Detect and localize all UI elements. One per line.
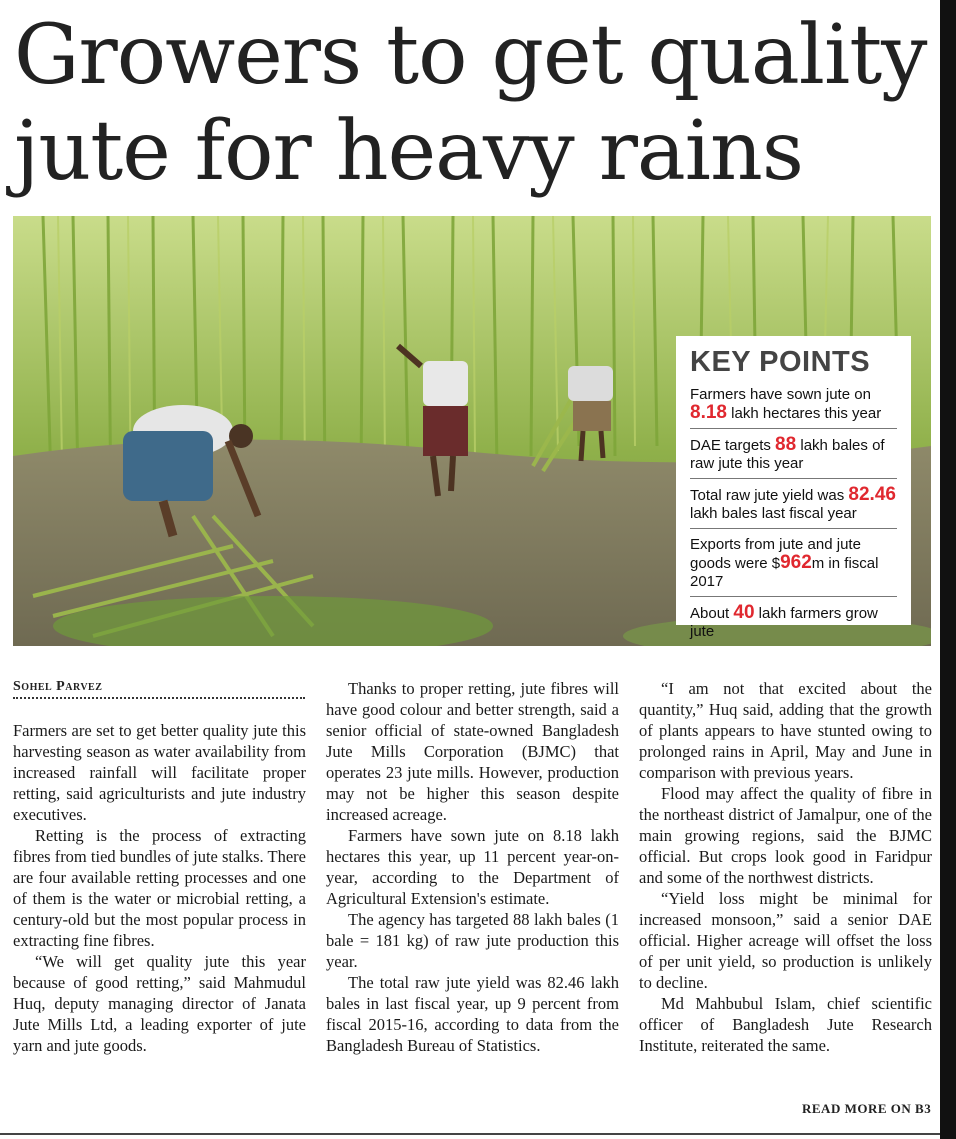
article-paragraph: The agency has targeted 88 lakh bales (1 bale = 181 kg) of raw jute production this year. [326, 910, 619, 971]
key-point-figure: 8.18 [690, 402, 727, 423]
key-point-item: Farmers have sown jute on 8.18 lakh hectares this year [690, 379, 897, 429]
read-more-link[interactable]: READ MORE ON B3 [802, 1101, 932, 1116]
article-column-2 [326, 678, 619, 1056]
article-paragraph: Farmers are set to get better quality jute this harvesting season as water availability from increased rainfall will facilitate proper retting, said agriculturists and jute industry executives. [13, 721, 306, 824]
key-points-title: KEY POINTS [690, 346, 871, 378]
key-point-item: DAE targets 88 lakh bales of raw jute this year [690, 429, 897, 479]
article-paragraph: “I am not that excited about the quantity,” Huq said, adding that the growth of plants appears to have stunted owing to prolonged rains in April, May and June in comparison with previous years. [639, 679, 932, 782]
key-point-figure: 88 [775, 434, 797, 455]
key-point-figure: 962 [780, 552, 812, 573]
article-column-1 [13, 720, 306, 1056]
key-point-item: Total raw jute yield was 82.46 lakh bales last fiscal year [690, 479, 897, 529]
article-paragraph: Thanks to proper retting, jute fibres will have good colour and better strength, said a senior official of state-owned Bangladesh Jute Mills Corporation (BJMC) that operates 23 jute mills. However, production may not be higher this season despite increased acreage. [326, 679, 619, 824]
article-paragraph: “We will get quality jute this year because of good retting,” said Mahmudul Huq, deputy managing director of Janata Jute Mills Ltd, a leading exporter of jute yarn and jute goods. [13, 952, 306, 1055]
article-paragraph: Flood may affect the quality of fibre in the northeast district of Jamalpur, one of the main growing regions, said the BJMC official. But crops look good in Faridpur and some of the northwest districts. [639, 784, 932, 887]
article-paragraph: Md Mahbubul Islam, chief scientific officer of Bangladesh Jute Research Institute, reiterated the same. [639, 994, 932, 1055]
article-paragraph: The total raw jute yield was 82.46 lakh bales in last fiscal year, up 9 percent from fiscal 2015-16, according to data from the Bangladesh Bureau of Statistics. [326, 973, 619, 1055]
article-paragraph: Farmers have sown jute on 8.18 lakh hectares this year, up 11 percent year-on-year, according to the Department of Agricultural Extension's estimate. [326, 826, 619, 908]
byline-divider [13, 697, 305, 699]
article-column-3 [639, 678, 932, 1056]
bottom-rule [0, 1133, 940, 1135]
article-paragraph: Retting is the process of extracting fibres from tied bundles of jute stalks. There are four available retting processes and one of them is the water or microbial retting, a century-old but the most popular process in extracting fine fibres. [13, 826, 306, 950]
headline: Growers to get quality jute for heavy rains [14, 8, 927, 199]
key-point-item: Exports from jute and jute goods were $962m in fiscal 2017 [690, 529, 897, 597]
key-point-figure: 82.46 [848, 484, 896, 505]
byline: Sohel Parvez [13, 679, 103, 694]
key-point-figure: 40 [733, 602, 755, 623]
page-edge-bar [940, 0, 956, 1139]
key-points-box [676, 336, 911, 640]
article-paragraph: “Yield loss might be minimal for increased monsoon,” said a senior DAE official. Higher acreage will offset the loss of per unit yield, so production is unlikely to decline. [639, 889, 932, 992]
key-point-item: About 40 lakh farmers grow jute [690, 602, 878, 640]
